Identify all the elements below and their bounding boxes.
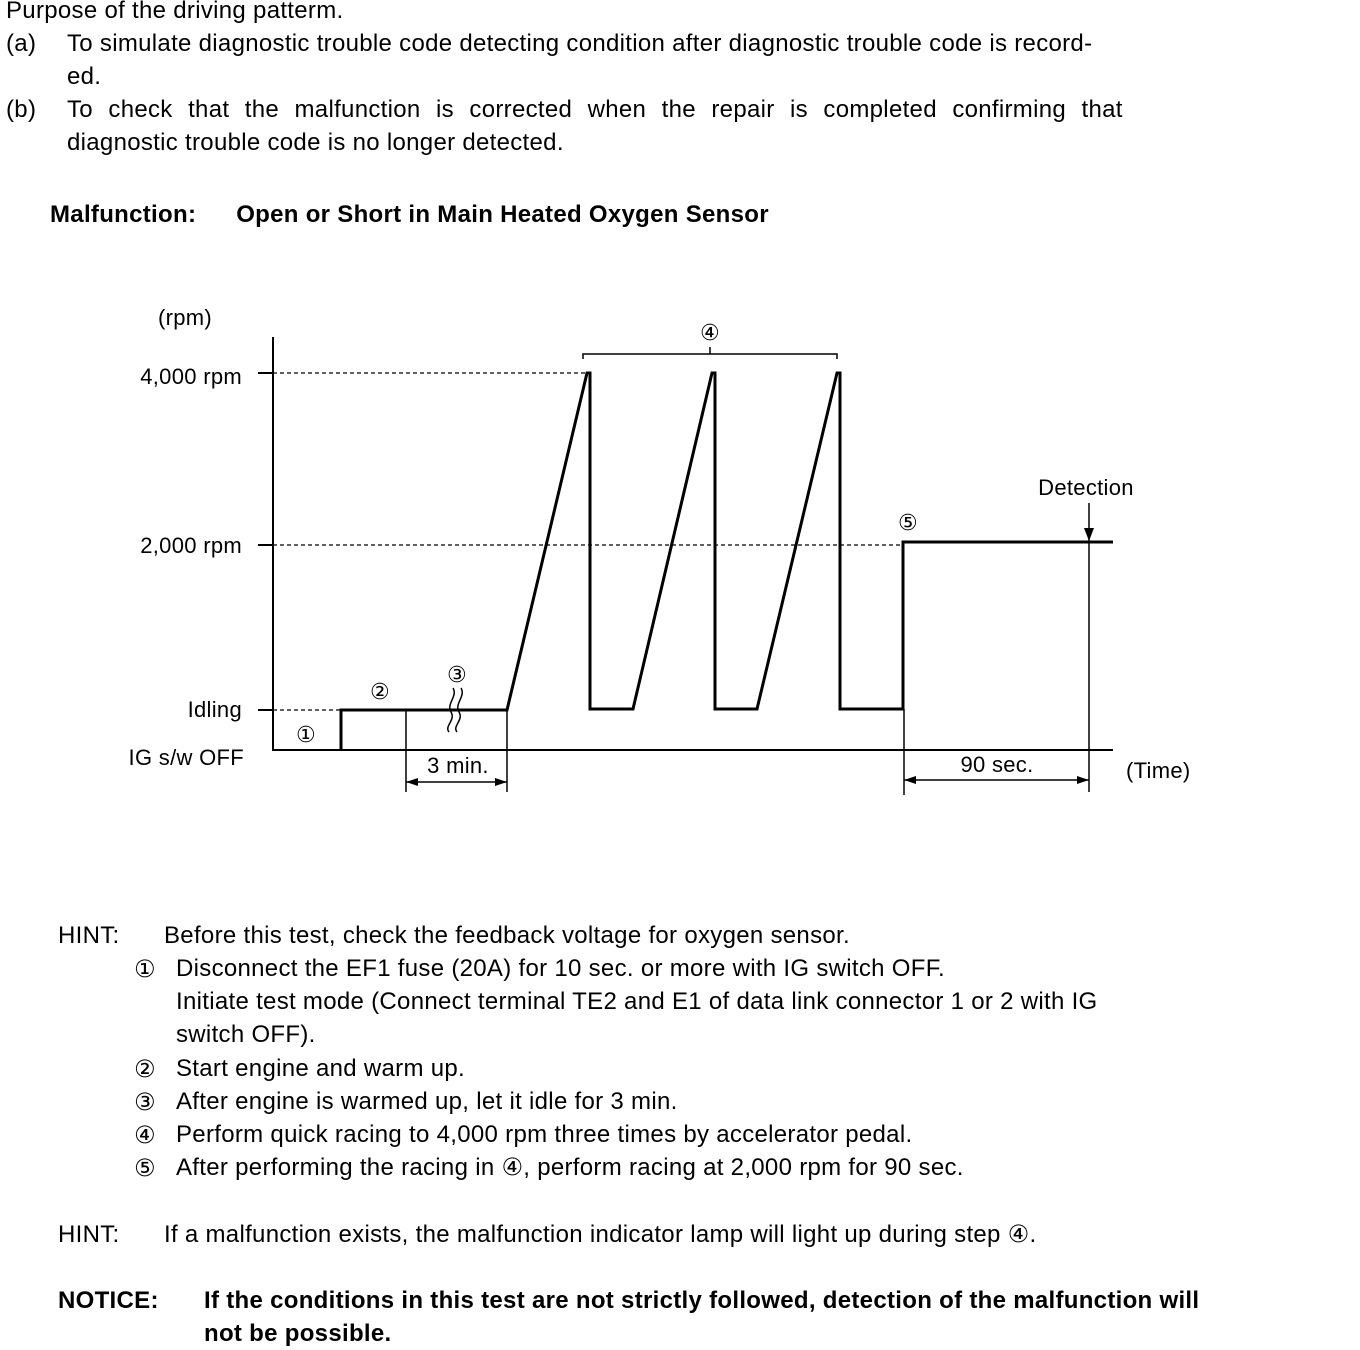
item-b-line2: diagnostic trouble code is no longer detected. <box>67 129 564 156</box>
x-unit-label: (Time) <box>1126 758 1191 783</box>
hint1-intro: Before this test, check the feedback voltage for oxygen sensor. <box>164 922 850 949</box>
detection-label: Detection <box>1038 475 1134 500</box>
hint1-step-1-text: Disconnect the EF1 fuse (20A) for 10 sec. or more with IG switch OFF. <box>176 955 945 982</box>
hint1-step-1 <box>134 954 156 985</box>
hint1-step-5-num: ⑤ <box>134 1154 156 1182</box>
step-4-marker: ④ <box>699 320 721 345</box>
label-2000-rpm: 2,000 rpm <box>140 533 242 558</box>
detection-arrow <box>1084 528 1094 541</box>
item-a-text: To simulate diagnostic trouble code detecting condition after diagnostic trouble code is record- <box>67 30 1093 57</box>
item-b-label: (b) <box>6 96 37 123</box>
step-5-marker: ⑤ <box>897 510 919 535</box>
hint1-step-3-text: After engine is warmed up, let it idle for 3 min. <box>176 1088 678 1115</box>
malfunction-title <box>50 200 769 230</box>
hint1-step-5 <box>134 1153 156 1184</box>
item-a-line1 <box>67 29 1351 59</box>
hint1-step-3-num: ③ <box>134 1088 156 1116</box>
dim-90sec-arrow-right <box>1077 776 1089 784</box>
hint1-step-2 <box>134 1054 156 1085</box>
label-ig-off: IG s/w OFF <box>128 745 244 770</box>
hint1-label: HINT: <box>58 922 120 949</box>
notice-line2: not be possible. <box>204 1320 392 1347</box>
malfunction-label: Malfunction: <box>50 201 197 228</box>
driving-pattern-diagram <box>0 290 1360 810</box>
hint1-step-1-cont: Initiate test mode (Connect terminal TE2 and E1 of data link connector 1 or 2 with IG <box>176 988 1098 1015</box>
dim-90sec-arrow-left <box>904 776 916 784</box>
label-3-min: 3 min. <box>427 753 489 778</box>
step-3-marker: ③ <box>446 662 468 687</box>
dim-3min-arrow-left <box>406 778 418 786</box>
hint1-step-5-text: After performing the racing in ④, perform racing at 2,000 rpm for 90 sec. <box>176 1154 964 1181</box>
step-4-bracket <box>583 354 837 359</box>
item-a-line2: ed. <box>67 63 102 90</box>
notice-label: NOTICE: <box>58 1287 159 1314</box>
item-b-line1: To check that the malfunction is corrected when the repair is completed confirming that <box>67 96 1123 123</box>
hint1-step-2-text: Start engine and warm up. <box>176 1055 465 1082</box>
hint2-text: If a malfunction exists, the malfunction indicator lamp will light up during step ④. <box>164 1221 1037 1248</box>
notice-line1: If the conditions in this test are not strictly followed, detection of the malfunction will <box>204 1287 1200 1314</box>
hint1-step-2-num: ② <box>134 1055 156 1083</box>
hint1-step-4 <box>134 1120 156 1151</box>
purpose-heading: Purpose of the driving patterm. <box>6 0 344 24</box>
step-1-marker: ① <box>295 722 317 747</box>
hint1-step-4-num: ④ <box>134 1121 156 1149</box>
hint1-step-1-cont2: switch OFF). <box>176 1021 316 1048</box>
hint1-step-4-text: Perform quick racing to 4,000 rpm three times by accelerator pedal. <box>176 1121 913 1148</box>
hint1 <box>58 921 120 951</box>
malfunction-value: Open or Short in Main Heated Oxygen Sensor <box>236 201 769 228</box>
step-2-marker: ② <box>369 679 391 704</box>
dim-3min-arrow-right <box>495 778 507 786</box>
label-90-sec: 90 sec. <box>960 752 1034 777</box>
label-idling: Idling <box>187 697 242 722</box>
hint1-step-1-num: ① <box>134 955 156 983</box>
item-a-label: (a) <box>6 30 37 57</box>
y-unit-label: (rpm) <box>158 305 213 330</box>
hint1-step-3 <box>134 1087 156 1118</box>
rpm-trace <box>341 373 1113 750</box>
hint2-label: HINT: <box>58 1221 120 1248</box>
label-4000-rpm: 4,000 rpm <box>140 364 242 389</box>
